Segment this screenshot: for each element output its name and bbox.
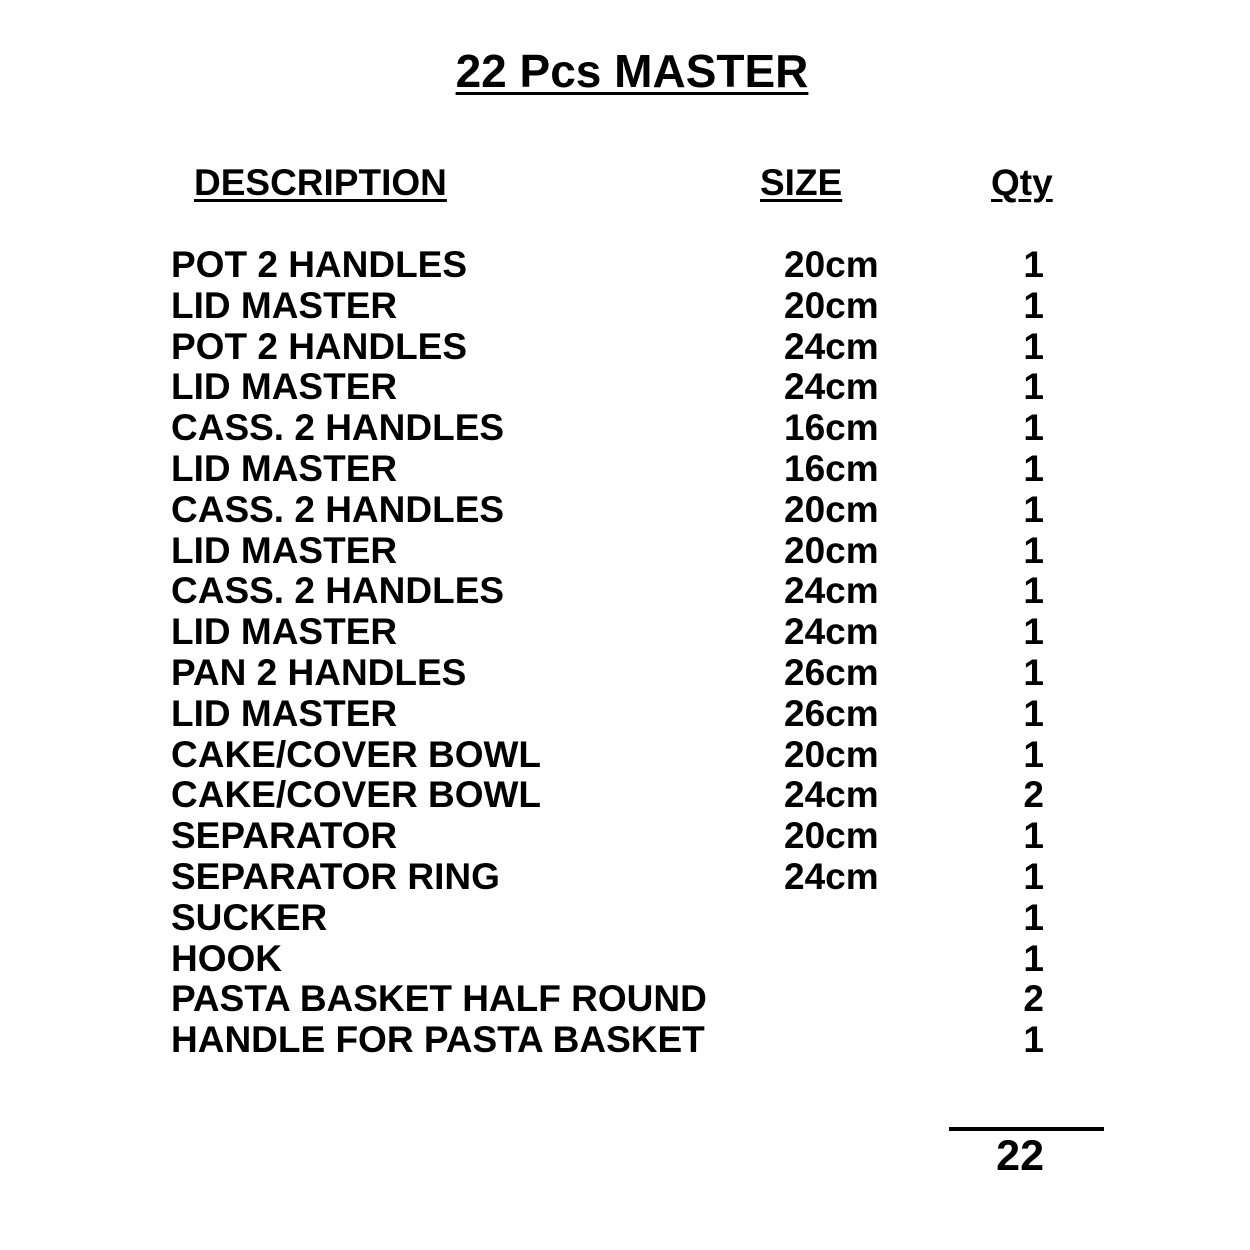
item-qty: 1: [1023, 447, 1044, 489]
list-item: [0, 939, 1250, 980]
list-item: [0, 571, 1250, 612]
item-description: LID MASTER: [171, 284, 398, 326]
list-item: [0, 857, 1250, 898]
item-size: 26cm: [784, 651, 879, 693]
item-size: 24cm: [784, 774, 879, 816]
item-description: CASS. 2 HANDLES: [171, 488, 505, 530]
list-item: [0, 612, 1250, 653]
item-description: CASS. 2 HANDLES: [171, 407, 505, 449]
item-size: 20cm: [784, 733, 879, 775]
item-qty: 1: [1023, 529, 1044, 571]
item-qty: 1: [1023, 244, 1044, 285]
item-qty: 1: [1023, 651, 1044, 693]
column-header-size: SIZE: [760, 162, 843, 203]
item-size: 16cm: [784, 407, 879, 449]
item-description: SEPARATOR RING: [171, 855, 500, 897]
item-size: 20cm: [784, 284, 879, 326]
item-qty: 1: [1023, 611, 1044, 653]
list-item: [0, 979, 1250, 1020]
item-description: PAN 2 HANDLES: [171, 651, 467, 693]
item-description: LID MASTER: [171, 366, 398, 408]
item-qty: 1: [1023, 896, 1044, 938]
list-item: [0, 490, 1250, 531]
item-description: PASTA BASKET HALF ROUND: [171, 978, 707, 1020]
list-item: [0, 449, 1250, 490]
total-divider: [949, 1127, 1104, 1131]
list-item: [0, 531, 1250, 572]
item-qty: 1: [1023, 815, 1044, 857]
list-item: [0, 327, 1250, 368]
item-description: SEPARATOR: [171, 815, 398, 857]
item-description: LID MASTER: [171, 529, 398, 571]
item-list: [0, 245, 1250, 1061]
item-qty: 1: [1023, 1019, 1044, 1061]
item-description: LID MASTER: [171, 692, 398, 734]
item-size: 24cm: [784, 855, 879, 897]
item-size: 24cm: [784, 366, 879, 408]
item-qty: 2: [1023, 774, 1044, 816]
item-description: HOOK: [171, 937, 282, 979]
list-item: [0, 408, 1250, 449]
item-description: POT 2 HANDLES: [171, 325, 468, 367]
list-item: [0, 816, 1250, 857]
item-qty: 1: [1023, 733, 1044, 775]
list-item: [0, 367, 1250, 408]
item-size: 26cm: [784, 692, 879, 734]
item-description: CAKE/COVER BOWL: [171, 733, 541, 775]
list-item: [0, 245, 1250, 286]
item-qty: 1: [1023, 855, 1044, 897]
item-description: HANDLE FOR PASTA BASKET: [171, 1019, 705, 1061]
page-title: [0, 45, 1250, 97]
item-description: CASS. 2 HANDLES: [171, 570, 505, 612]
item-qty: 2: [1023, 978, 1044, 1020]
item-size: 20cm: [784, 488, 879, 530]
item-description: CAKE/COVER BOWL: [171, 774, 541, 816]
item-size: 24cm: [784, 611, 879, 653]
item-description: LID MASTER: [171, 447, 398, 489]
total-quantity: 22: [996, 1132, 1044, 1180]
column-header-qty: Qty: [991, 162, 1053, 203]
title-text: 22 Pcs MASTER: [455, 45, 809, 97]
item-size: 24cm: [784, 325, 879, 367]
item-qty: 1: [1023, 366, 1044, 408]
item-description: POT 2 HANDLES: [171, 244, 468, 285]
list-item: [0, 1020, 1250, 1061]
column-header-description: DESCRIPTION: [194, 162, 447, 203]
item-qty: 1: [1023, 407, 1044, 449]
item-size: 20cm: [784, 815, 879, 857]
item-qty: 1: [1023, 284, 1044, 326]
item-qty: 1: [1023, 937, 1044, 979]
item-qty: 1: [1023, 325, 1044, 367]
item-size: 24cm: [784, 570, 879, 612]
item-description: SUCKER: [171, 896, 328, 938]
item-description: LID MASTER: [171, 611, 398, 653]
list-item: [0, 694, 1250, 735]
item-qty: 1: [1023, 488, 1044, 530]
list-item: [0, 775, 1250, 816]
item-qty: 1: [1023, 692, 1044, 734]
list-item: [0, 898, 1250, 939]
item-size: 20cm: [784, 529, 879, 571]
item-size: 16cm: [784, 447, 879, 489]
list-item: [0, 286, 1250, 327]
item-qty: 1: [1023, 570, 1044, 612]
list-item: [0, 653, 1250, 694]
item-size: 20cm: [784, 244, 879, 285]
list-item: [0, 735, 1250, 776]
